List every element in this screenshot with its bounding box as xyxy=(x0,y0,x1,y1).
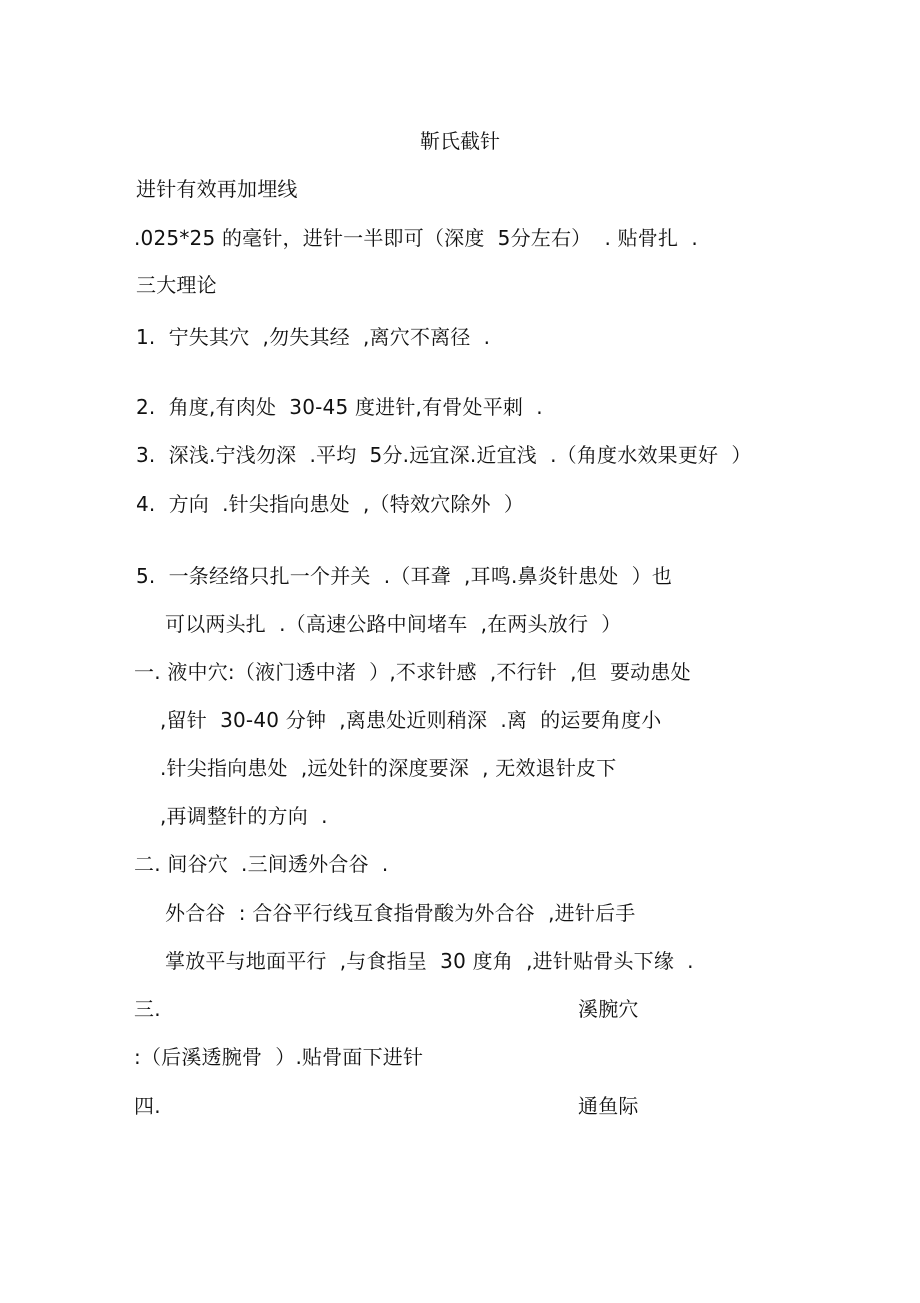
list-item: 4. 方向 .针尖指向患处 ,（特效穴除外 ） xyxy=(136,492,525,516)
list-item: 5. 一条经络只扎一个并关 .（耳聋 ,耳鸣.鼻炎针患处 ）也 xyxy=(136,564,673,588)
text-line: .025*25 的毫针，进针一半即可（深度 5分左右） . 贴骨扎 . xyxy=(134,226,698,250)
section-item-continuation: :（后溪透腕骨 ）.贴骨面下进针 xyxy=(134,1045,424,1069)
section-item-continuation: ,再调整针的方向 . xyxy=(160,804,328,828)
list-item: 1. 宁失其穴 ,勿失其经 ,离穴不离径 . xyxy=(136,325,491,349)
text-line: 进针有效再加埋线 xyxy=(136,177,298,201)
section-heading: 三大理论 xyxy=(136,273,217,297)
section-item-name: 溪腕穴 xyxy=(578,997,639,1021)
list-item: 2. 角度,有肉处 30-45 度进针,有骨处平刺 . xyxy=(136,395,543,419)
section-item-continuation: 掌放平与地面平行 ,与食指呈 30 度角 ,进针贴骨头下缘 . xyxy=(165,949,694,973)
section-item: 三. xyxy=(134,997,161,1021)
section-item-continuation: 外合谷 : 合谷平行线互食指骨酸为外合谷 ,进针后手 xyxy=(165,901,636,925)
list-item: 3. 深浅.宁浅勿深 .平均 5分.远宜深.近宜浅 .（角度水效果更好 ） xyxy=(136,443,752,467)
section-item-continuation: .针尖指向患处 ,远处针的深度要深 , 无效退针皮下 xyxy=(160,756,617,780)
section-item: 四. xyxy=(134,1094,161,1118)
page-title: 靳氏截针 xyxy=(420,129,500,153)
list-item-continuation: 可以两头扎 .（高速公路中间堵车 ,在两头放行 ） xyxy=(165,612,622,636)
section-item: 二. 间谷穴 .三间透外合谷 . xyxy=(134,852,389,876)
section-item-name: 通鱼际 xyxy=(578,1094,639,1118)
section-item-continuation: ,留针 30-40 分钟 ,离患处近则稍深 .离 的运要角度小 xyxy=(160,708,662,732)
section-item: 一. 液中穴:（液门透中渚 ）,不求针感 ,不行针 ,但 要动患处 xyxy=(134,660,691,684)
